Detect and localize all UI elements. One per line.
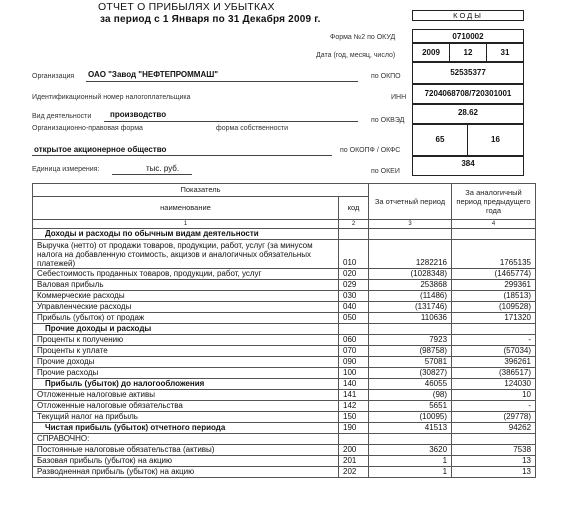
ownership-label: форма собственности <box>216 125 289 132</box>
okfs-box <box>467 124 524 156</box>
row-previous: 13 <box>452 456 536 467</box>
row-current: (10095) <box>369 412 452 423</box>
row-name: Коммерческие расходы <box>33 291 339 302</box>
okopf-value: 65 <box>435 135 445 144</box>
row-previous: 10 <box>452 390 536 401</box>
date-day: 31 <box>500 48 510 57</box>
codes-header-box <box>412 10 524 21</box>
row-name: Отложенные налоговые активы <box>33 390 339 401</box>
row-previous: 94262 <box>452 423 536 434</box>
row-code: 030 <box>339 291 369 302</box>
table-row <box>33 412 536 423</box>
row-name: Выручка (нетто) от продажи товаров, продукции, работ, услуг (за минусом налога на добавленную стоимость, акцизов и аналогичных обязательных платежей) <box>33 240 339 269</box>
row-previous <box>452 324 536 335</box>
okei-label: по ОКЕИ <box>371 168 400 175</box>
row-name: Текущий налог на прибыль <box>33 412 339 423</box>
row-previous: 1765135 <box>452 240 536 269</box>
row-name: Проценты к получению <box>33 335 339 346</box>
row-code: 029 <box>339 280 369 291</box>
row-code: 090 <box>339 357 369 368</box>
row-current: (98) <box>369 390 452 401</box>
okved-value: 28.62 <box>457 108 479 117</box>
table-row <box>33 291 536 302</box>
table-row <box>33 390 536 401</box>
row-current: 253868 <box>369 280 452 291</box>
row-name: Прочие расходы <box>33 368 339 379</box>
table-row <box>33 280 536 291</box>
row-code: 100 <box>339 368 369 379</box>
row-code: 141 <box>339 390 369 401</box>
table-header-row-1 <box>33 184 536 197</box>
activity-underline <box>104 121 358 122</box>
row-name: Чистая прибыль (убыток) отчетного периода <box>33 423 339 434</box>
okved-label: по ОКВЭД <box>371 117 405 124</box>
row-name: Проценты к уплате <box>33 346 339 357</box>
row-code: 201 <box>339 456 369 467</box>
row-current: (30827) <box>369 368 452 379</box>
date-label: Дата (год, месяц, число) <box>316 52 396 59</box>
table-row <box>33 368 536 379</box>
activity-value: производство <box>110 110 167 119</box>
row-name: Валовая прибыль <box>33 280 339 291</box>
okved-box <box>412 104 524 124</box>
row-current: 57081 <box>369 357 452 368</box>
row-name: Доходы и расходы по обычным видам деятельности <box>33 229 339 240</box>
okei-value: 384 <box>461 159 475 168</box>
row-name: Управленческие расходы <box>33 302 339 313</box>
col-num-2: 2 <box>339 220 369 229</box>
row-current: 7923 <box>369 335 452 346</box>
table-row <box>33 229 536 240</box>
row-previous: 299361 <box>452 280 536 291</box>
row-previous: (1465774) <box>452 269 536 280</box>
table-row <box>33 346 536 357</box>
row-current: 41513 <box>369 423 452 434</box>
row-code: 060 <box>339 335 369 346</box>
row-name: Прибыль (убыток) до налогообложения <box>33 379 339 390</box>
table-row <box>33 434 536 445</box>
table-row <box>33 456 536 467</box>
table-row <box>33 240 536 269</box>
row-current: 1282216 <box>369 240 452 269</box>
row-code <box>339 324 369 335</box>
legal-form-value: открытое акционерное общество <box>34 145 167 154</box>
row-name: Базовая прибыль (убыток) на акцию <box>33 456 339 467</box>
org-value: ОАО "Завод "НЕФТЕПРОММАШ" <box>88 70 219 79</box>
row-code: 070 <box>339 346 369 357</box>
table-row <box>33 324 536 335</box>
row-previous: (29778) <box>452 412 536 423</box>
row-current: (1028348) <box>369 269 452 280</box>
row-previous: 171320 <box>452 313 536 324</box>
table-row <box>33 445 536 456</box>
date-month: 12 <box>463 48 473 57</box>
unit-label: Единица измерения: <box>32 166 100 173</box>
row-current: 1 <box>369 456 452 467</box>
org-underline <box>86 81 358 82</box>
inn-box <box>412 84 524 104</box>
col-previous: За аналогичный период предыдущего года <box>452 184 536 220</box>
col-num-4: 4 <box>452 220 536 229</box>
table-row <box>33 379 536 390</box>
row-current <box>369 229 452 240</box>
row-previous: (57034) <box>452 346 536 357</box>
row-name: Прочие доходы <box>33 357 339 368</box>
row-previous: 124030 <box>452 379 536 390</box>
row-code: 050 <box>339 313 369 324</box>
row-previous: - <box>452 401 536 412</box>
row-current: (11486) <box>369 291 452 302</box>
row-code: 020 <box>339 269 369 280</box>
row-name: Разводненная прибыль (убыток) на акцию <box>33 467 339 478</box>
legal-form-label: Организационно-правовая форма <box>32 125 143 132</box>
row-name: Себестоимость проданных товаров, продукции, работ, услуг <box>33 269 339 280</box>
table-row <box>33 467 536 478</box>
row-current <box>369 434 452 445</box>
report-period: за период с 1 Января по 31 Декабря 2009 г. <box>100 14 321 25</box>
inn-label: ИНН <box>391 94 407 101</box>
report-title: ОТЧЕТ О ПРИБЫЛЯХ И УБЫТКАХ <box>98 1 275 13</box>
row-current: 110636 <box>369 313 452 324</box>
date-year-box <box>412 43 450 62</box>
col-num-1: 1 <box>33 220 339 229</box>
unit-underline <box>112 174 192 175</box>
row-previous: 13 <box>452 467 536 478</box>
okpo-value: 52535377 <box>450 68 486 77</box>
table-number-row <box>33 220 536 229</box>
row-code: 200 <box>339 445 369 456</box>
col-code: код <box>339 197 369 220</box>
row-previous: 396261 <box>452 357 536 368</box>
row-code: 202 <box>339 467 369 478</box>
row-code: 140 <box>339 379 369 390</box>
table-row <box>33 302 536 313</box>
row-code <box>339 229 369 240</box>
date-day-box <box>486 43 524 62</box>
row-code <box>339 434 369 445</box>
income-statement-table <box>32 183 536 478</box>
date-month-box <box>449 43 487 62</box>
okud-label: Форма №2 по ОКУД <box>330 34 396 41</box>
row-code: 010 <box>339 240 369 269</box>
okpo-label: по ОКПО <box>371 73 401 80</box>
codes-header: КОДЫ <box>453 11 483 20</box>
inn-value: 7204068708/720301001 <box>424 89 512 98</box>
col-indicator: Показатель <box>33 184 369 197</box>
row-previous: (109528) <box>452 302 536 313</box>
okud-box <box>412 29 524 43</box>
org-label: Организация <box>32 73 75 80</box>
col-num-3: 3 <box>369 220 452 229</box>
row-name: Отложенные налоговые обязательства <box>33 401 339 412</box>
activity-label: Вид деятельности <box>32 113 92 120</box>
table-row <box>33 357 536 368</box>
date-year: 2009 <box>422 48 440 57</box>
row-previous: - <box>452 335 536 346</box>
table-row <box>33 269 536 280</box>
inn-row-label: Идентификационный номер налогоплательщика <box>32 94 191 101</box>
row-name: Прибыль (убыток) от продаж <box>33 313 339 324</box>
col-current: За отчетный период <box>369 184 452 220</box>
row-code: 150 <box>339 412 369 423</box>
row-name: Прочие доходы и расходы <box>33 324 339 335</box>
table-body <box>33 184 536 478</box>
row-previous: 7538 <box>452 445 536 456</box>
table-row <box>33 313 536 324</box>
row-previous: (386517) <box>452 368 536 379</box>
row-current: (131746) <box>369 302 452 313</box>
row-current: 3620 <box>369 445 452 456</box>
row-current: 1 <box>369 467 452 478</box>
row-name: Постоянные налоговые обязательства (активы) <box>33 445 339 456</box>
okei-box <box>412 156 524 176</box>
okpo-box <box>412 62 524 84</box>
table-row <box>33 335 536 346</box>
table-row <box>33 401 536 412</box>
row-current: 46055 <box>369 379 452 390</box>
legal-form-underline <box>32 155 332 156</box>
row-previous: (18513) <box>452 291 536 302</box>
okfs-value: 16 <box>491 135 500 144</box>
okopf-box <box>412 124 468 156</box>
row-code: 190 <box>339 423 369 434</box>
table-row <box>33 423 536 434</box>
okopf-label: по ОКОПФ / ОКФС <box>340 147 401 154</box>
row-code: 142 <box>339 401 369 412</box>
row-current: (98758) <box>369 346 452 357</box>
row-code: 040 <box>339 302 369 313</box>
row-name: СПРАВОЧНО: <box>33 434 339 445</box>
col-name: наименование <box>33 197 339 220</box>
okud-value: 0710002 <box>452 32 484 41</box>
row-current: 5651 <box>369 401 452 412</box>
row-previous <box>452 229 536 240</box>
row-current <box>369 324 452 335</box>
unit-value: тыс. руб. <box>146 164 180 173</box>
row-previous <box>452 434 536 445</box>
